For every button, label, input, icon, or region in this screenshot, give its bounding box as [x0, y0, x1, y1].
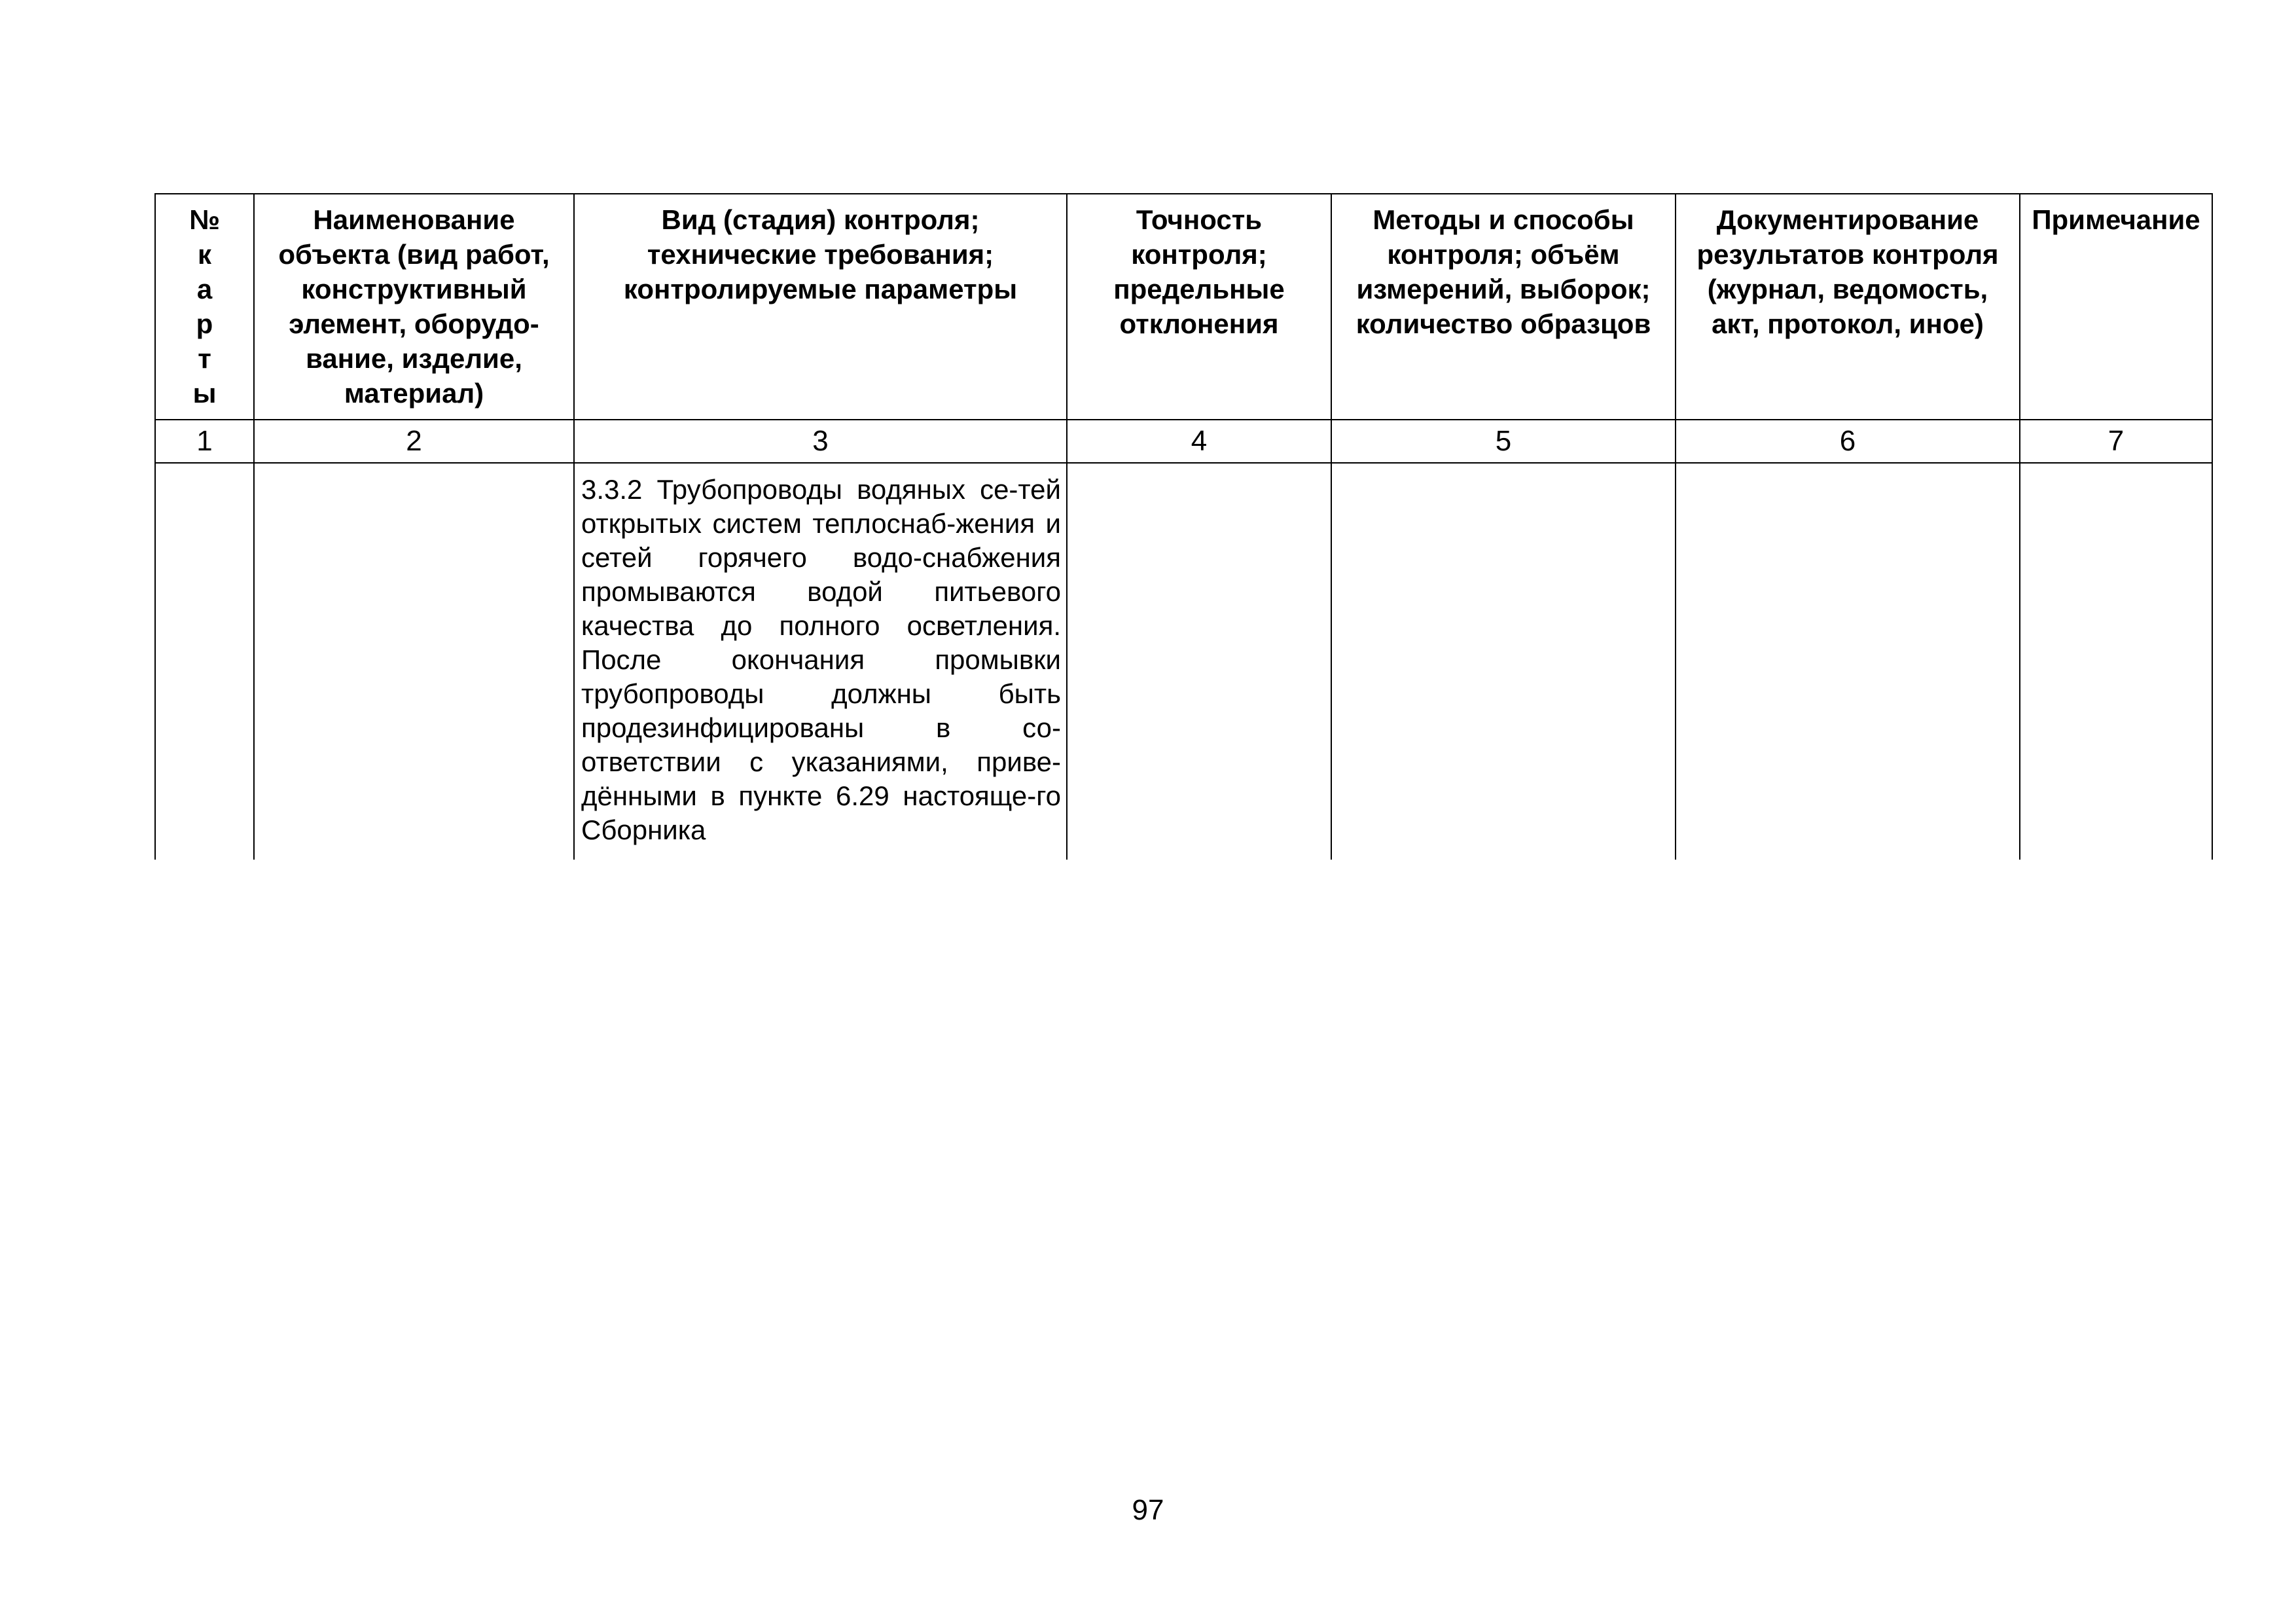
header-row [155, 194, 2212, 420]
column-number: 6 [1676, 420, 2020, 463]
header-letter: № [189, 204, 220, 235]
cell-note [2020, 463, 2212, 860]
cell-object-name [254, 463, 574, 860]
header-letter: т [198, 343, 211, 374]
header-control-type: Вид (стадия) контроля; технические требования; контролируемые параметры [574, 194, 1067, 420]
cell-documentation [1676, 463, 2020, 860]
cell-card-number [155, 463, 254, 860]
column-number-row [155, 420, 2212, 463]
column-number: 1 [155, 420, 254, 463]
cell-control-requirements: 3.3.2 Трубопроводы водяных се-тей открытых систем теплоснаб-жения и сетей горячего водо-снабжения промываются водой питьевого качества до полного осветления. После окончания промывки трубопроводы должны быть продезинфицированы в со-ответствии с указаниями, приве-дёнными в пункте 6.29 настояще-го Сборника [574, 463, 1067, 860]
table-row [155, 463, 2212, 860]
column-number: 3 [574, 420, 1067, 463]
control-table [154, 193, 2213, 860]
column-number: 2 [254, 420, 574, 463]
cell-accuracy [1067, 463, 1331, 860]
header-letter: а [196, 274, 213, 304]
cell-methods [1331, 463, 1676, 860]
header-note: Примечание [2020, 194, 2212, 420]
header-letter: р [196, 308, 213, 339]
header-accuracy: Точность контроля; предельные отклонения [1067, 194, 1331, 420]
column-number: 4 [1067, 420, 1331, 463]
header-documentation: Документирование результатов контроля (журнал, ведомость, акт, протокол, иное) [1676, 194, 2020, 420]
header-object-name: Наименование объекта (вид работ, конструктивный элемент, оборудо-вание, изделие, материал) [254, 194, 574, 420]
column-number: 7 [2020, 420, 2212, 463]
header-card-number [155, 194, 254, 420]
page-number: 97 [1132, 1494, 1164, 1526]
header-methods: Методы и способы контроля; объём измерений, выборок; количество образцов [1331, 194, 1676, 420]
header-letter: ы [192, 378, 217, 409]
header-letter: к [197, 239, 212, 270]
column-number: 5 [1331, 420, 1676, 463]
